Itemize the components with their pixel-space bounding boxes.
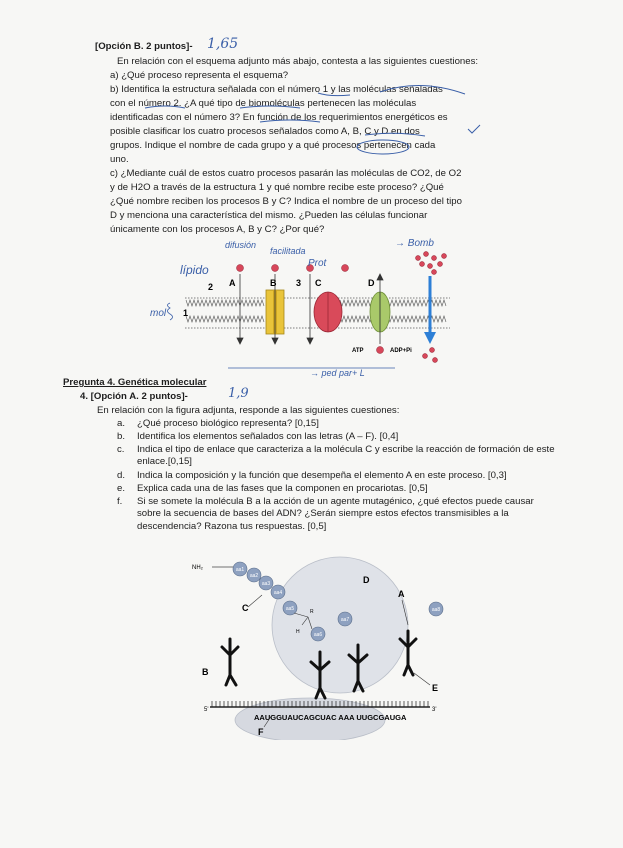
- label-b: B: [202, 667, 209, 677]
- handwritten-grade-b: 1,65: [207, 36, 239, 52]
- label-a: A: [398, 589, 405, 599]
- section-b-line: b) Identifica la estructura señalada con el número 1 y las moléculas señaladas: [110, 84, 443, 95]
- label-f: F: [258, 727, 264, 737]
- label-b: B: [270, 278, 277, 288]
- label-atp: ATP: [352, 348, 364, 354]
- aa-label: aa2: [249, 573, 259, 579]
- section-b-intro: En relación con el esquema adjunto más abajo, contesta a las siguientes cuestiones:: [117, 56, 479, 67]
- option-b-heading: [Opción B. 2 puntos]-: [95, 41, 193, 52]
- section-b-line: identificadas con el número 3? En función de los requerimientos energéticos es: [110, 112, 448, 123]
- section-b-line: c) ¿Mediante cuál de estos cuatro procesos pasarán las moléculas de CO2, de O2: [110, 168, 462, 179]
- label-e: E: [432, 683, 439, 693]
- handwritten-difusion: difusión: [225, 240, 257, 250]
- aa-label: aa8: [431, 607, 441, 613]
- handwritten-bottom: → ped par+ L: [310, 368, 365, 378]
- label-c: C: [242, 603, 249, 613]
- label-adp: ADP+Pi: [390, 348, 412, 354]
- handwritten-lipido: lípido: [180, 263, 209, 277]
- section-b-line: a) ¿Qué proceso representa el esquema?: [110, 70, 289, 81]
- aa-label: aa7: [340, 617, 350, 623]
- handwritten-mol: mol: [150, 308, 167, 319]
- section-b-line: grupos. Indique el nombre de cada grupo y a qué procesos pertenecen cada: [110, 140, 436, 151]
- aa-label: aa3: [261, 581, 271, 587]
- label-d: D: [368, 278, 375, 288]
- handwritten-bomba: → Bomb: [395, 238, 434, 249]
- label-c: C: [315, 278, 322, 288]
- handwritten-facilitada: facilitada: [270, 246, 306, 256]
- label-3: 3: [296, 278, 302, 288]
- question-4-title: Pregunta 4. Genética molecular: [63, 377, 207, 388]
- membrane-transport-diagram: [150, 228, 480, 380]
- aa-label: aa5: [285, 606, 295, 612]
- r-label: R: [310, 609, 314, 615]
- translation-diagram: [190, 555, 450, 740]
- exam-page: [Opción B. 2 puntos]- 1,65 En relación con el esquema adjunto más abajo, contesta a las siguientes cuestiones: a) ¿Qué proceso representa el esquema? b) Identifica la estructura señalada con el número 1 y las moléculas señaladas con el número 2. ¿A qué tipo de biomoléculas pertenecen las moléculas identificadas con el número 3? En función de los requerimientos energéticos es posible clasificar los cuatro procesos señalados como A, B, C y D en dos grupos. Indique el nombre de cada grupo y a qué procesos pertenecen cada uno. c) ¿Mediante cuál de estos cuatro procesos pasarán las moléculas de CO2, de O2 y de H2O a través de la estructura 1 y qué nombre recibe este proceso? ¿Qué ¿Qué nombre reciben los procesos B y C? Indica el nombre de un proceso del tipo D y menciona una característica del mismo. ¿Pueden las células funcionar únicamente con los procesos A, B y C? ¿Por qué? 2 A B 3 C D 1 ATP ADP+Pi lípido difusión facilitada Prot → Bomb mol → ped par+ L Pregunta 4. Genética molecular 4. [Opción A. 2 puntos]- 1,9 En relación con la figura adjunta, responde a las siguientes cuestiones: a. ¿Qué proceso biológico representa? [0,15] b. Identifica los elementos señalados con las letras (A – F). [0,4] c. Indica el tipo de enlace que caracteriza a la molécula C y escribe la reacción de formación de este enlace.[0,15] d. Indica la composición y la función que desempeña el elemento A en este proceso. [0,3] e. Explica cada una de las fases que la componen en procariotas. [0,5] f. Si se somete la molécula B a la acción de un agente mutagénico, ¿qué efectos puede causar sobre la secuencia de bases del ADN? ¿Serán siempre estos efectos transmisibles a la descendencia? Razona tus respuestas. [0,5] 5' 3' AAUGGUAUCAGCUAC AAA UUGCGAUGA aa1 aa2 aa3 aa4 aa5 aa6 aa7 aa8 NH₂ R H A B C D E F: [0, 0, 623, 848]
- section-b-line: únicamente con los procesos A, B y C? ¿Por qué?: [110, 224, 325, 235]
- handwritten-grade-4: 1,9: [228, 386, 249, 401]
- label-1: 1: [183, 308, 189, 318]
- section-b-line: y de H2O a través de la estructura 1 y qué nombre recibe este proceso? ¿Qué: [110, 182, 444, 193]
- handwritten-marks: [0, 0, 623, 260]
- aa-label: aa1: [235, 567, 245, 573]
- trna-b: [222, 639, 238, 685]
- aa-label: aa6: [313, 632, 323, 638]
- label-2: 2: [208, 282, 214, 292]
- mrna-sequence: AAUGGUAUCAGCUAC AAA UUGCGAUGA: [254, 713, 407, 722]
- section-b-line: uno.: [110, 154, 129, 165]
- section-b-line: ¿Qué nombre reciben los procesos B y C? Indica el nombre de un proceso del tipo: [110, 196, 462, 207]
- three-prime-label: 3': [432, 707, 437, 713]
- section-b-line: D y menciona una característica del mismo. ¿Pueden las células funcionar: [110, 210, 428, 221]
- section-b-line: con el número 2. ¿A qué tipo de biomoléculas pertenecen las moléculas: [110, 98, 417, 109]
- label-d: D: [363, 575, 370, 585]
- h-label: H: [296, 629, 300, 635]
- ribosome-large-subunit: [272, 557, 408, 693]
- five-prime-label: 5': [204, 707, 209, 713]
- nh2-label: NH₂: [192, 565, 203, 571]
- question-4-intro: En relación con la figura adjunta, responde a las siguientes cuestiones:: [97, 405, 400, 416]
- aa-label: aa4: [273, 590, 283, 596]
- question-4-option: 4. [Opción A. 2 puntos]-: [80, 391, 188, 402]
- section-b-line: posible clasificar los cuatro procesos señalados como A, B, C y D en dos: [110, 126, 420, 137]
- label-a: A: [229, 278, 236, 288]
- handwritten-prot: Prot: [308, 258, 327, 269]
